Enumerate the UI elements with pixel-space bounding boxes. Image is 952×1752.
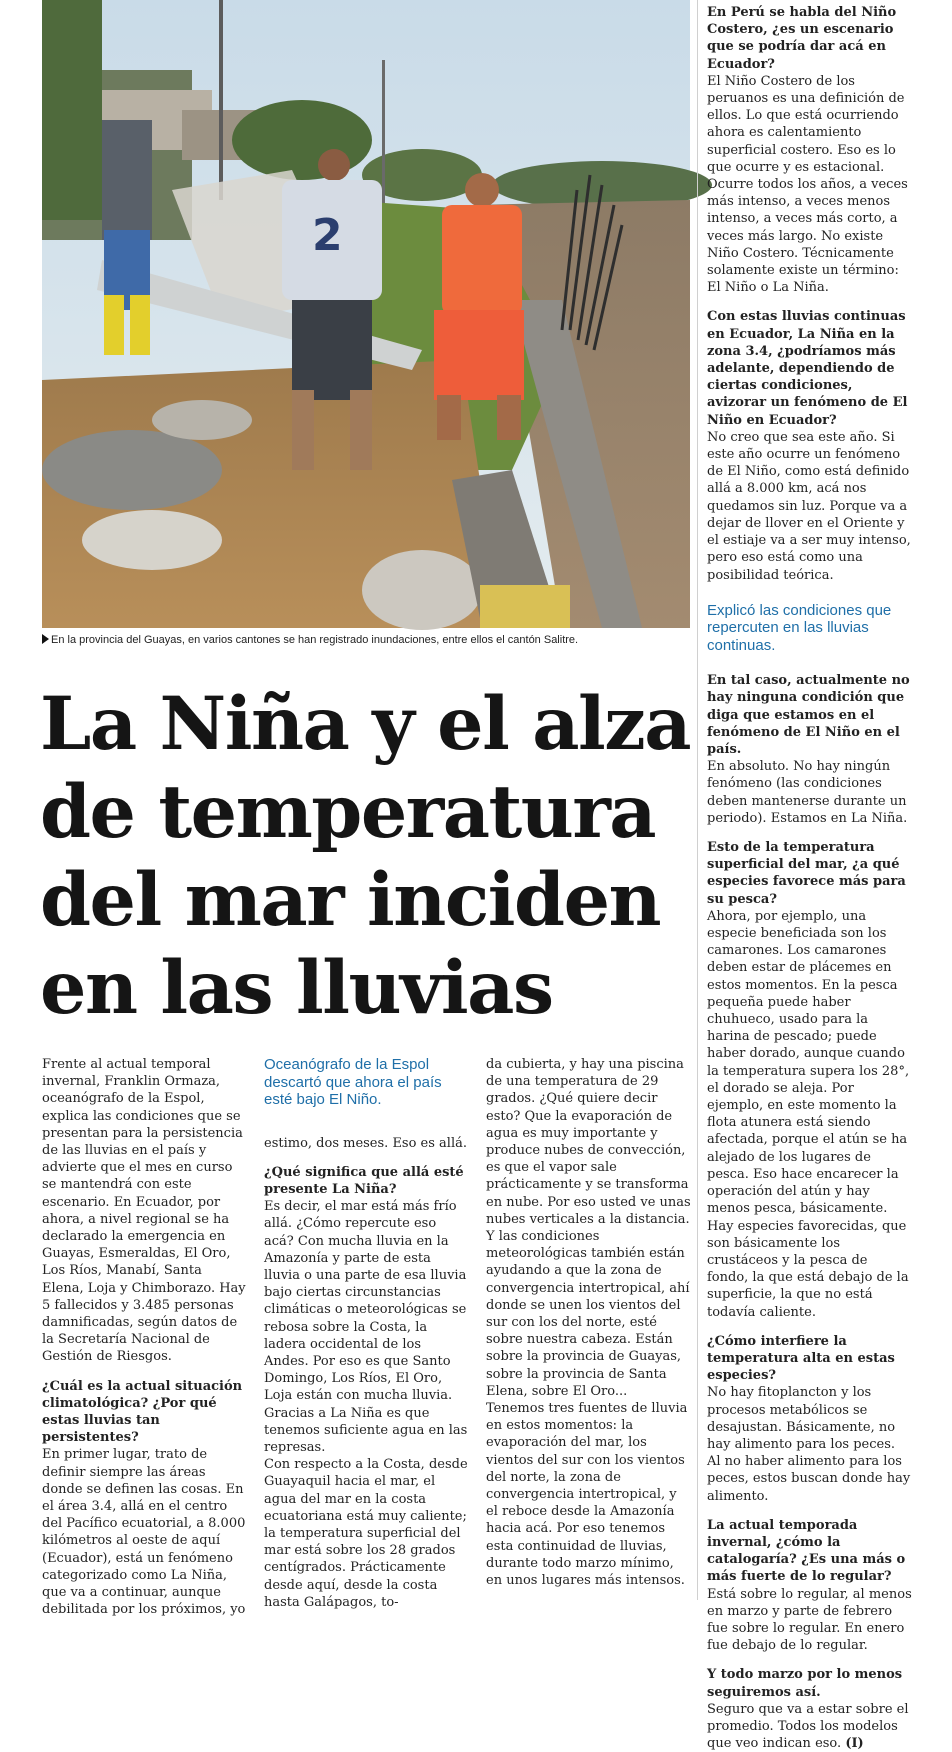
question-6: Esto de la temperatura superficial del mar, ¿a qué especies favorece más para su pesca?	[707, 840, 906, 907]
body-column-2	[264, 1056, 469, 1611]
question-9: Y todo marzo por lo menos seguiremos así.	[707, 1667, 903, 1700]
answer-3: El Niño Costero de los peruanos es una definición de ellos. Lo que está ocurriendo ahora es calentamiento superficial costero. Eso es lo que ocurre y es estacional. Ocurre todos los años, a veces más intenso, a veces menos intenso, a veces más corto, a veces más largo. No existe Niño Costero. Técnicamente solamente existe un término: El Niño o La Niña.	[707, 73, 908, 296]
answer-9-text: Seguro que va a estar sobre el promedio. Todos los modelos que veo indican eso.	[707, 1701, 909, 1752]
answer-7: No hay fitoplancton y los procesos metabólicos se desajustan. Básicamente, no hay alimento para los peces. Al no haber alimento para los peces, estos buscan donde hay alimento.	[707, 1385, 911, 1504]
question-1: ¿Cuál es la actual situación climatológica? ¿Por qué estas lluvias tan persistentes?	[42, 1378, 243, 1446]
answer-4: No creo que sea este año. Si este año ocurre un fenómeno de El Niño, como está definido allá a 8.000 km, acá nos quedamos sin luz. Porque va a dejar de llover en el Oriente y el estiaje va a ser muy intenso, pero eso está como una posibilidad teórica.	[707, 429, 911, 583]
end-mark: (I)	[845, 1736, 864, 1752]
question-4: Con estas lluvias continuas en Ecuador, La Niña en la zona 3.4, ¿podríamos más adelante, dependiendo de ciertas condiciones, avizorar un fenómeno de El Niño en Ecuador?	[707, 309, 908, 428]
headline-line-3: del mar inciden	[40, 857, 661, 943]
answer-9	[707, 1701, 912, 1752]
body-column-4	[707, 4, 912, 1752]
headline-line-2: de temperatura	[40, 769, 656, 855]
flood-photo-illustration	[42, 0, 690, 628]
answer-2-paragraph-3: Tenemos tres fuentes de lluvia en estos momentos: la evaporación del mar, los vientos del sur con los vientos del norte, la zona de convergencia intertropical, y el reboce desde la Amazonía hacia acá. Por eso tenemos esta continuidad de lluvias, durante todo marzo mínimo, en unos lugares más intensos.	[486, 1401, 688, 1589]
headline-line-1: La Niña y el alza	[40, 681, 690, 767]
answer-5: En absoluto. No hay ningún fenómeno (las condiciones deben mantenerse durante un periodo). Estamos en La Niña.	[707, 759, 908, 826]
answer-2-part-2: Con respecto a la Costa, desde Guayaquil hacia el mar, el agua del mar en la costa ecuatoriana está muy caliente; la temperatura superficial del mar está sobre los 28 grados centígrados. Prácticamente desde aquí, desde la costa hasta Galápagos, to-	[264, 1457, 468, 1610]
answer-2-paragraph-2: Y las condiciones meteorológicas también están ayudando a que la zona de convergencia intertropical, ahí donde se unen los vientos del sur con los del norte, esté sobre nuestra cabeza. Están sobre la provincia de Guayas, sobre la provincia de Santa Elena, sobre El Oro...	[486, 1229, 690, 1399]
answer-8: Está sobre lo regular, al menos en marzo y parte de febrero fue sobre lo regular. En enero fue debajo de lo regular.	[707, 1586, 912, 1654]
flood-photo	[42, 0, 690, 628]
photo-caption	[42, 634, 702, 647]
body-column-3	[486, 1056, 691, 1589]
question-8: La actual temporada invernal, ¿cómo la catalogaría? ¿Es una más o más fuerte de lo regular?	[707, 1517, 906, 1585]
pull-quote-1: Oceanógrafo de la Espol descartó que ahora el país esté bajo El Niño.	[264, 1056, 442, 1108]
column-divider	[697, 0, 698, 1600]
answer-2: Es decir, el mar está más frío allá. ¿Cómo repercute eso acá? Con mucha lluvia en la Amazonía y parte de esta lluvia o una parte de esa lluvia bajo ciertas circunstancias climáticas o meteorológicas se rebosa sobre la Costa, la ladera occidental de los Andes. Por eso es que Santo Domingo, Los Ríos, El Oro, Loja están con mucha lluvia. Gracias a La Niña es que tenemos suficiente agua en las represas.	[264, 1199, 468, 1455]
answer-1-continued: estimo, dos meses. Eso es allá.	[264, 1135, 468, 1151]
body-column-1	[42, 1056, 247, 1619]
answer-2-continued: da cubierta, y hay una piscina de una temperatura de 29 grados. ¿Qué quiere decir esto? Que la evaporación de agua es muy importante y produce nubes de convección, es que el vapor sale prácticamente y se transforma en nube. Por eso usted ve unas nubes verticales a la distancia.	[486, 1057, 691, 1227]
question-7: ¿Cómo interfiere la temperatura alta en estas especies?	[707, 1333, 895, 1384]
headline-line-4: en las lluvias	[40, 945, 553, 1031]
pull-quote-2: Explicó las condiciones que repercuten en las lluvias continuas.	[707, 601, 892, 654]
question-2: ¿Qué significa que allá esté presente La Niña?	[264, 1164, 464, 1197]
caption-text: En la provincia del Guayas, en varios cantones se han registrado inundaciones, entre ellos el cantón Salitre.	[51, 634, 579, 646]
caption-bullet-icon	[42, 634, 49, 644]
question-5: En tal caso, actualmente no hay ninguna condición que diga que estamos en el fenómeno de El Niño en el país.	[707, 673, 910, 758]
question-3: En Perú se habla del Niño Costero, ¿es un escenario que se podría dar acá en Ecuador?	[707, 5, 897, 72]
answer-1: En primer lugar, trato de definir siempre las áreas donde se definen las cosas. En el área 3.4, allá en el centro del Pacífico ecuatorial, a 8.000 kilómetros al oeste de aquí (Ecuador), está un fenómeno categorizado como La Niña, que va a continuar, aunque debilitada por los próximos, yo	[42, 1447, 246, 1618]
intro-paragraph: Frente al actual temporal invernal, Franklin Ormaza, oceanógrafo de la Espol, explica las condiciones que se presentan para la persistencia de las lluvias en el país y advierte que el mes en curso se mantendrá con este escenario. En Ecuador, por ahora, a nivel regional se ha declarado la emergencia en Guayas, Esmeraldas, El Oro, Los Ríos, Manabí, Santa Elena, Loja y Chimborazo. Hay 5 fallecidos y 3.485 personas damnificadas, según datos de la Secretaría Nacional de Gestión de Riesgos.	[42, 1057, 246, 1365]
jersey-number: 2	[312, 210, 343, 261]
article-headline	[40, 680, 700, 1032]
answer-6: Ahora, por ejemplo, una especie beneficiada son los camarones. Los camarones deben estar de plácemes en estos momentos. En la pesca pequeña puede haber chuhueco, usado para la harina de pescado; puede haber dorado, aunque cuando la temperatura supera los 28°, el dorado se aleja. Por ejemplo, en este momento la flota atunera está siendo afectada, porque el atún se ha alejado de los lugares de pesca. Eso hace encarecer la operación del atún y hay menos pesca, básicamente. Hay especies favorecidas, que son básicamente los crustáceos y la pesca de fondo, la que está debajo de la superficie, la que no está todavía caliente.	[707, 908, 910, 1320]
